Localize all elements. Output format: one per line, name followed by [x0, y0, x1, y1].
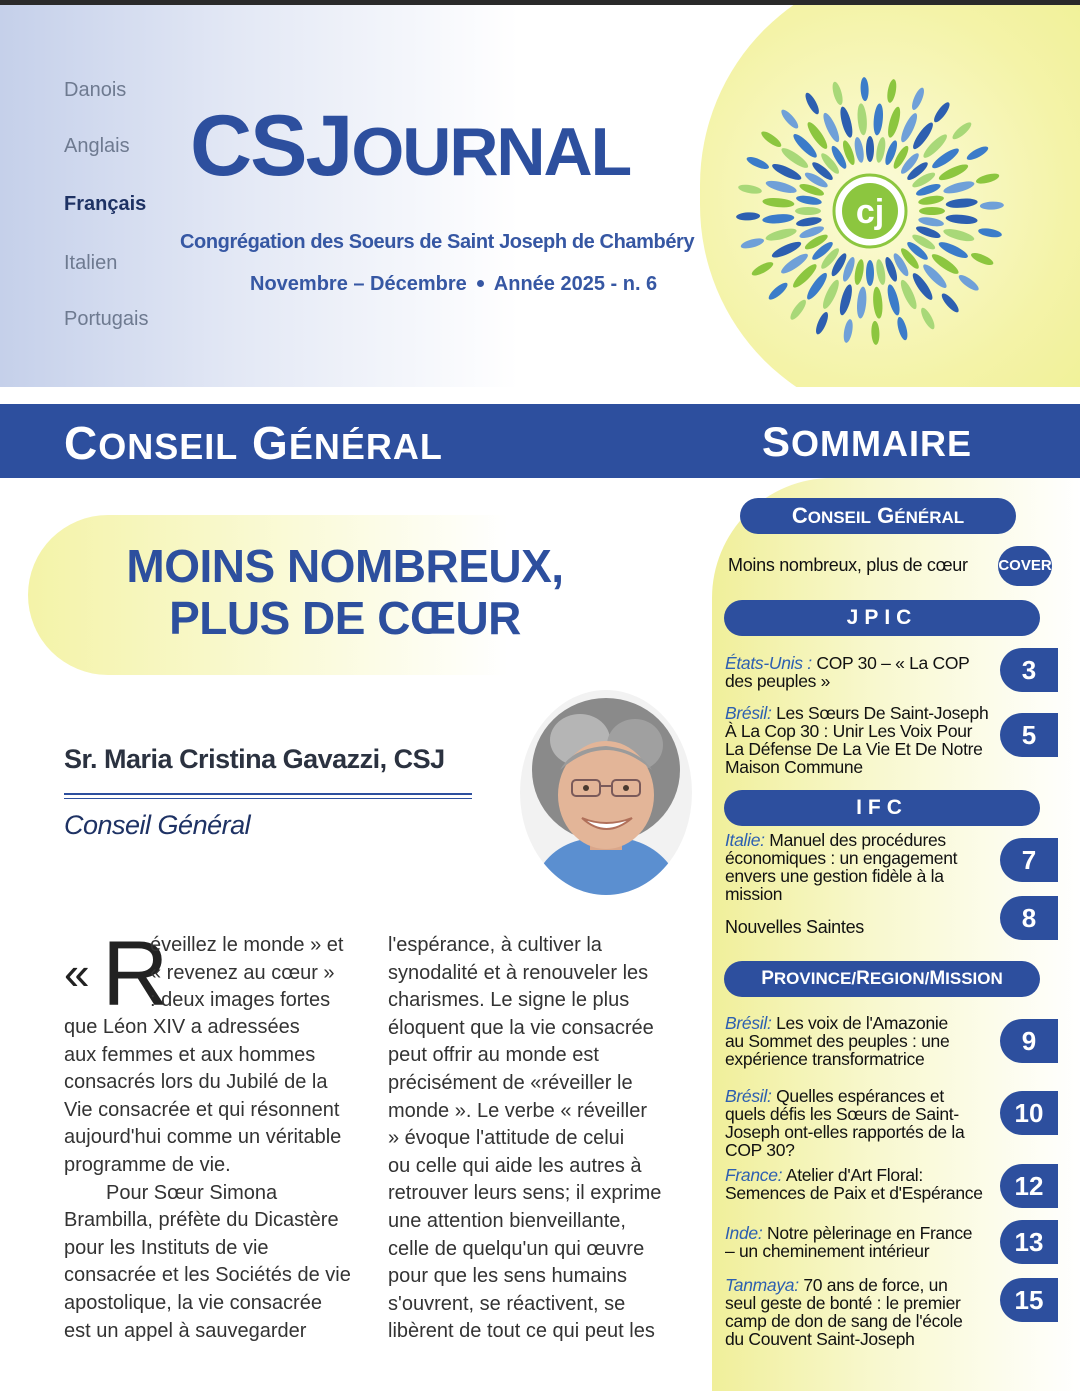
author-portrait: [520, 690, 692, 895]
toc-section-ifc: IFC: [724, 790, 1040, 826]
toc-section-jpic: JPIC: [724, 600, 1040, 636]
emblem-petal: [736, 212, 760, 221]
emblem-petal: [759, 129, 783, 150]
toc-page-5[interactable]: 5: [1000, 713, 1058, 757]
toc-page-3[interactable]: 3: [1000, 648, 1058, 692]
emblem-petal: [788, 298, 809, 322]
emblem-petal: [886, 106, 903, 139]
emblem-petal: [745, 155, 770, 172]
banner-summary-title: SOMMAIRE: [762, 418, 973, 465]
emblem-petal: [750, 260, 775, 278]
emblem-petal: [853, 136, 865, 163]
emblem-petal: [779, 107, 801, 130]
emblem-petal: [795, 207, 821, 215]
emblem-petal: [886, 78, 898, 103]
emblem-petal: [838, 105, 855, 138]
emblem-petal: [842, 318, 854, 343]
emblem-petal: [856, 286, 868, 319]
emblem-petal: [875, 259, 887, 286]
emblem-petal: [740, 236, 765, 250]
emblem-initials: cj: [855, 193, 885, 231]
language-danish[interactable]: Danois: [64, 79, 127, 101]
toc-item-13[interactable]: Inde: Notre pèlerinage en France – un cheminement intérieur: [725, 1223, 973, 1261]
emblem-petal: [866, 136, 874, 162]
emblem-petal: [764, 226, 797, 243]
emblem-petal: [950, 120, 973, 142]
article-title: MOINS NOMBREUX, PLUS DE CŒUR: [126, 540, 564, 644]
emblem-petal: [762, 197, 795, 209]
emblem-petal: [895, 316, 909, 341]
toc-page-12[interactable]: 12: [1000, 1164, 1058, 1208]
emblem-petal: [853, 259, 865, 286]
toc-page-7[interactable]: 7: [1000, 838, 1058, 882]
toc-page-9[interactable]: 9: [1000, 1019, 1058, 1063]
toc-page-10[interactable]: 10: [1000, 1091, 1058, 1135]
emblem-petal: [872, 103, 884, 136]
emblem-petal: [766, 280, 789, 302]
section-banner: [0, 404, 1080, 478]
toc-item-cover[interactable]: Moins nombreux, plus de cœur: [728, 555, 968, 575]
toc-item-10[interactable]: Brésil: Quelles espérances et quels défis les Sœurs de Saint- Joseph ont-elles rapportés de la COP 30?: [725, 1086, 965, 1160]
emblem-petal: [945, 197, 978, 209]
toc-badge-cover[interactable]: COVER: [998, 546, 1052, 586]
emblem-petal: [918, 216, 945, 228]
emblem-petal: [795, 216, 822, 228]
toc-item-3[interactable]: États-Unis : COP 30 – « La COP des peuples »: [725, 653, 970, 691]
emblem-petal: [856, 103, 868, 136]
emblem-petal: [939, 291, 961, 314]
toc-page-15[interactable]: 15: [1000, 1278, 1058, 1322]
emblem-petal: [980, 201, 1004, 210]
article-author: Sr. Maria Cristina Gavazzi, CSJ: [64, 744, 445, 774]
emblem-petal: [803, 91, 821, 116]
toc-item-8[interactable]: Nouvelles Saintes: [725, 917, 864, 937]
emblem-petal: [765, 178, 798, 195]
toc-section-province-region-mission: PROVINCE/REGION/MISSION: [724, 961, 1040, 997]
drop-cap: R: [102, 923, 169, 1025]
journal-title: CSJOURNAL: [190, 98, 631, 194]
toc-item-7[interactable]: Italie: Manuel des procédures économiques : un engagement envers une gestion fidèle à la mission: [725, 830, 958, 904]
emblem-petal: [957, 273, 981, 294]
emblem-petal: [837, 283, 854, 316]
opening-quote: «: [64, 947, 90, 999]
author-role: Conseil Général: [64, 810, 251, 840]
emblem-petal: [871, 321, 880, 345]
sunburst-emblem: [728, 69, 1012, 353]
toc-item-5[interactable]: Brésil: Les Sœurs De Saint-Joseph À La Cop 30 : Unir Les Voix Pour La Défense De La Vie Et De Notre Maison Commune: [725, 703, 989, 777]
emblem-petal: [970, 251, 995, 268]
emblem-petal: [737, 183, 762, 195]
emblem-petal: [919, 306, 937, 331]
issue-info: Novembre – Décembre Année 2025 - n. 6: [250, 273, 658, 295]
emblem-petal: [762, 213, 795, 225]
toc-item-9[interactable]: Brésil: Les voix de l'Amazonie au Sommet des peuples : une expérience transformatrice: [725, 1013, 950, 1069]
emblem-petal: [795, 194, 822, 206]
toc-page-8[interactable]: 8: [1000, 896, 1058, 940]
author-divider: [64, 793, 472, 795]
emblem-petal: [860, 77, 869, 101]
emblem-petal: [814, 311, 831, 336]
emblem-petal: [932, 100, 953, 124]
toc-item-12[interactable]: France: Atelier d'Art Floral: Semences de Paix et d'Espérance: [725, 1165, 983, 1203]
emblem-petal: [977, 227, 1002, 239]
congregation-name: Congrégation des Soeurs de Saint Joseph de Chambéry: [180, 231, 695, 253]
emblem-petal: [866, 260, 874, 286]
language-french[interactable]: Français: [64, 193, 147, 215]
emblem-petal: [831, 81, 845, 106]
language-italian[interactable]: Italien: [64, 252, 118, 274]
toc-section-conseil-general: CONSEIL GÉNÉRAL: [740, 498, 1016, 534]
emblem-petal: [942, 227, 975, 244]
emblem-petal: [910, 86, 927, 111]
language-portuguese[interactable]: Portugais: [64, 308, 149, 330]
emblem-petal: [975, 172, 1000, 186]
emblem-petal: [872, 286, 884, 319]
emblem-petal: [875, 136, 887, 163]
masthead: [0, 5, 1080, 387]
emblem-petal: [965, 144, 990, 162]
author-divider-thin: [64, 798, 472, 799]
emblem-petal: [918, 194, 945, 206]
article-column-1: « R éveillez le monde » et « revenez au cœur » : deux images fortes que Léon XIV a adressées aux femmes et aux hommes consacrés lors du Jubilé de la Vie consacrée et qui résonnent aujourd'hui comme un véritable programme de vie. Pour Sœur Simona Brambilla, préfète du Dicastère pour les Instituts de vie consacrée et les Sociétés de vie apostolique, la vie consacrée est un appel à sauvegarder: [64, 923, 351, 1342]
emblem-petal: [885, 283, 902, 316]
toc-page-13[interactable]: 13: [1000, 1220, 1058, 1264]
language-english[interactable]: Anglais: [64, 135, 130, 157]
emblem-petal: [919, 207, 945, 215]
banner-section-title: CONSEIL GÉNÉRAL: [64, 417, 443, 469]
emblem-petal: [942, 179, 975, 196]
article-column-2: l'espérance, à cultiver la synodalité et à renouveler les charismes. Le signe le plus éloquent que la vie consacrée peut offrir au monde est précisément de «réveiller le monde ». Le verbe « réveiller » évoque l'attitude de celui ou celle qui aide les autres à retrouver leurs sens; il exprime une attention bienveillante, celle de quelqu'un qui œuvre pour que les sens humains s'ouvrent, se réactivent, se libèrent de tout ce qui peut les: [388, 934, 662, 1343]
emblem-petal: [945, 213, 978, 225]
toc-item-15[interactable]: Tanmaya: 70 ans de force, un seul geste de bonté : le premier camp de don de sang de l'école du Couvent Saint-Joseph: [725, 1275, 963, 1349]
